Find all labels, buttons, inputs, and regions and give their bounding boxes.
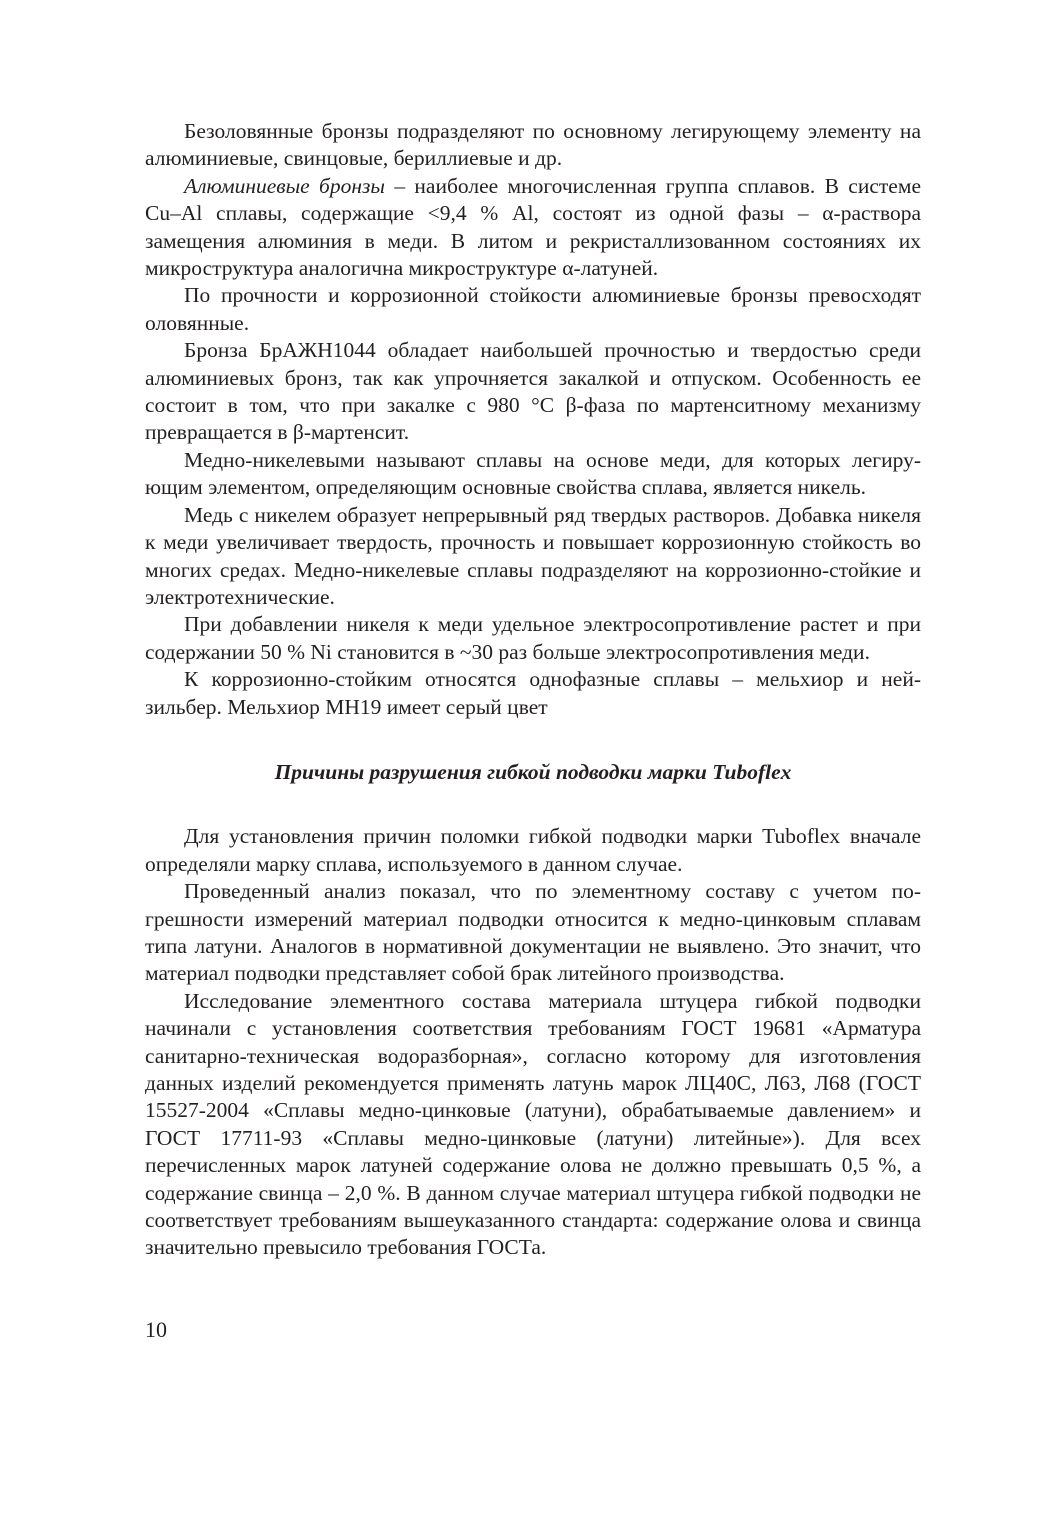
paragraph: Для установления причин поломки гибкой подводки марки Tuboflex вначале определяли марку сплава, используемого в данном случае. (145, 824, 921, 876)
paragraph: По прочности и коррозионной стойкости алюминиевые бронзы превосходят оловянные. (145, 283, 921, 335)
page-body (145, 118, 921, 1262)
paragraph: Медно-никелевыми называют сплавы на основе меди, для которых легирующим элементом, определяющим основные свойства сплава, является никель. (145, 447, 921, 500)
paragraph: Проведенный анализ показал, что по элементному составу с учетом погрешности измерений материал подводки относится к медно-цинковым сплавам типа латуни. Аналогов в нормативной документации не выявлено. Это значит, что материал подводки представляет собой брак литейного производства. (145, 879, 921, 986)
paragraph: При добавлении никеля к меди удельное электросопротивление растет и при содержании 50 % Ni становится в ~30 раз больше электросопротивления меди. (145, 612, 921, 664)
paragraph (145, 173, 921, 283)
section-heading: Причины разрушения гибкой подводки марки Tuboflex (274, 759, 792, 784)
italic-term: Алюминиевые бронзы (184, 173, 385, 198)
paragraph: Безоловянные бронзы подразделяют по основному легирующему элементу на алюминиевые, свинцовые, бериллиевые и др. (145, 119, 921, 171)
paragraph: Медь с никелем образует непрерывный ряд твердых растворов. Добавка никеля к меди увеличивает твердость, прочность и повышает коррозионную стойкость во многих средах. Медно-никелевые сплавы подразделяют на коррозионно-стойкие и электротехнические. (145, 502, 921, 609)
paragraph-text: – наиболее многочисленная группа сплавов. В системе Cu–Al сплавы, содержащие <9,4 % Al, состоят из одной фазы – α-раствора замещения алюминия в меди. В литом и рекристаллизованном состояниях их микроструктура аналогична микроструктуре α-латуней. (145, 173, 921, 281)
paragraph: К коррозионно-стойким относятся однофазные сплавы – мельхиор и нейзильбер. Мельхиор МН19 имеет серый цвет (145, 667, 921, 719)
paragraph: Бронза БрАЖН1044 обладает наибольшей прочностью и твердостью среди алюминиевых бронз, так как упрочняется закалкой и отпуском. Особенность ее состоит в том, что при закалке с 980 °С β-фаза по мартенситному механизму превращается в β-мартенсит. (145, 338, 921, 445)
paragraph: Исследование элементного состава материала штуцера гибкой подводки начинали с установления соответствия требованиям ГОСТ 19681 «Арматура санитарно-техническая водоразборная», согласно которому для изготовления данных изделий рекомендуется применять латунь марок ЛЦ40С, Л63, Л68 (ГОСТ 15527-2004 «Сплавы медно-цинковые (латуни), обрабатываемые давлением» и ГОСТ 17711-93 «Сплавы медно-цинковые (латуни) литейные»). Для всех перечисленных марок латуней содержание олова не должно превышать 0,5 %, а содержание свинца – 2,0 %. В данном случае материал штуцера гибкой подводки не соответствует требованиям вышеуказанного стандарта: содержание олова и свинца значительно превысило требования ГОСТа. (145, 988, 921, 1260)
page-number: 10 (145, 1317, 167, 1342)
